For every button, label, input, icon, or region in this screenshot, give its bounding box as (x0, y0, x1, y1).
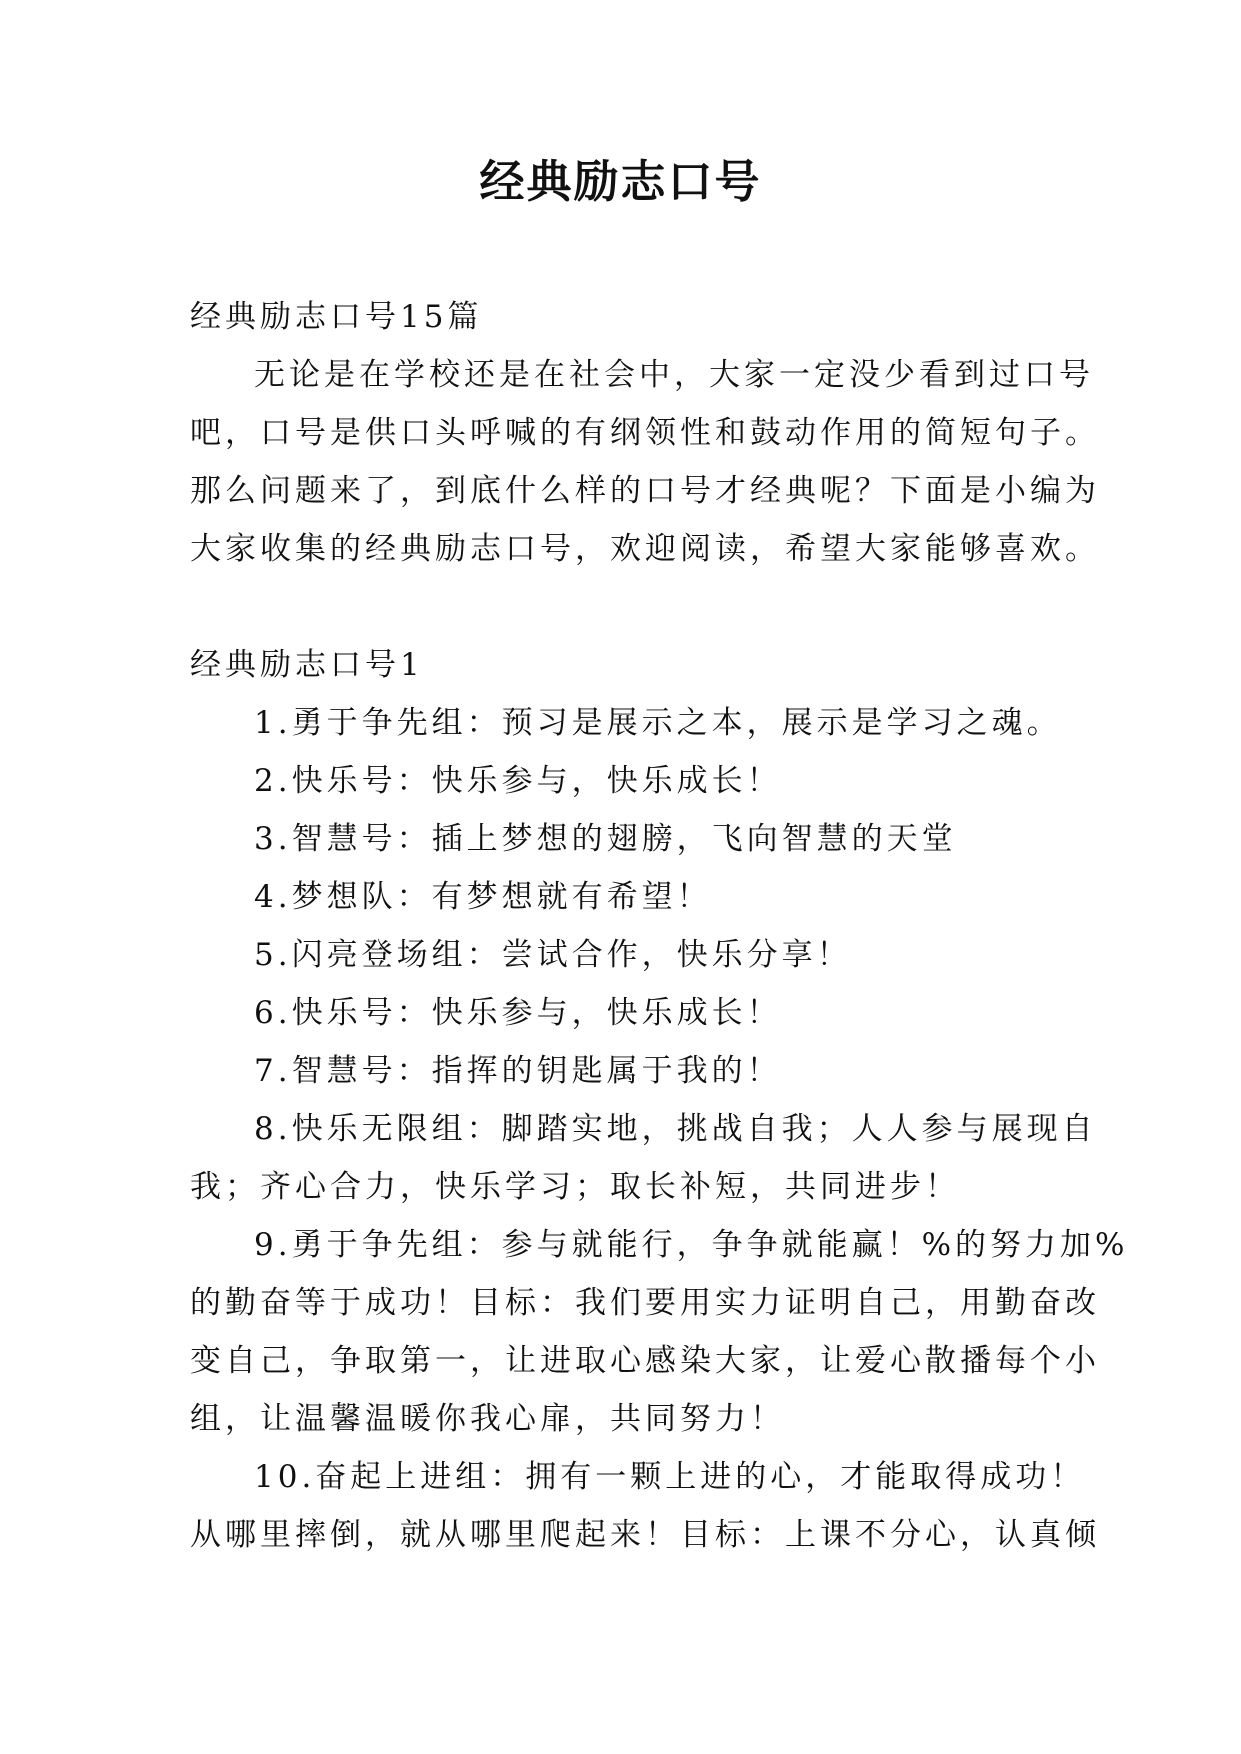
paragraph-gap (190, 578, 1070, 636)
slogan-line: 变自己，争取第一，让进取心感染大家，让爱心散播每个小 (190, 1343, 1100, 1379)
paragraph-line: 无论是在学校还是在社会中，大家一定没少看到过口号 (254, 357, 1094, 393)
slogan-line: 6.快乐号：快乐参与，快乐成长！ (254, 995, 782, 1031)
slogan-line: 9.勇于争先组：参与就能行，争争就能赢！%的努力加% (254, 1227, 1129, 1263)
slogan-line: 4.梦想队：有梦想就有希望！ (254, 879, 712, 915)
document-body (190, 288, 1129, 1564)
slogan-line: 的勤奋等于成功！目标：我们要用实力证明自己，用勤奋改 (190, 1285, 1100, 1321)
paragraph-line: 那么问题来了，到底什么样的口号才经典呢？下面是小编为 (190, 473, 1100, 509)
slogan-line: 从哪里摔倒，就从哪里爬起来！目标：上课不分心，认真倾 (190, 1517, 1100, 1553)
document-title: 经典励志口号 (479, 155, 762, 208)
slogan-line: 组，让温馨温暖你我心扉，共同努力！ (190, 1401, 785, 1437)
slogan-line: 7.智慧号：指挥的钥匙属于我的！ (254, 1053, 782, 1089)
slogan-line: 5.闪亮登场组：尝试合作，快乐分享！ (254, 937, 852, 973)
slogan-line: 8.快乐无限组：脚踏实地，挑战自我；人人参与展现自 (254, 1111, 1097, 1147)
paragraph-line: 吧，口号是供口头呼喊的有纲领性和鼓动作用的简短句子。 (190, 415, 1100, 451)
paragraph-line: 大家收集的经典励志口号，欢迎阅读，希望大家能够喜欢。 (190, 531, 1100, 567)
slogan-line: 3.智慧号：插上梦想的翅膀，飞向智慧的天堂 (254, 821, 957, 857)
subtitle-line: 经典励志口号15篇 (190, 299, 483, 335)
slogan-line: 10.奋起上进组：拥有一颗上进的心，才能取得成功！ (254, 1459, 1086, 1495)
slogan-line: 1.勇于争先组：预习是展示之本，展示是学习之魂。 (254, 705, 1062, 741)
slogan-line: 2.快乐号：快乐参与，快乐成长！ (254, 763, 782, 799)
section-heading: 经典励志口号1 (190, 647, 424, 683)
slogan-line: 我；齐心合力，快乐学习；取长补短，共同进步！ (190, 1169, 960, 1205)
